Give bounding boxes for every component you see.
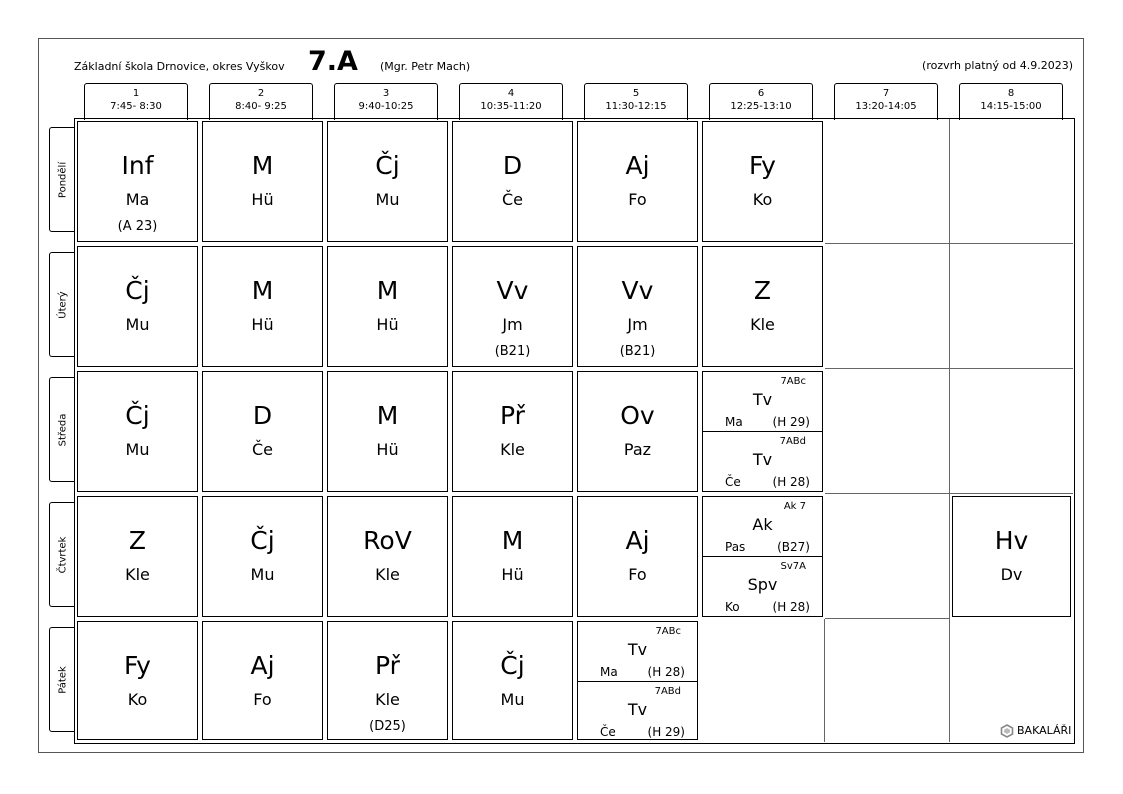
- class-teacher: (Mgr. Petr Mach): [380, 60, 471, 73]
- period-time: 11:30-12:15: [605, 101, 667, 112]
- lesson-subject: Fy: [749, 151, 776, 180]
- lesson-subject: D: [252, 401, 273, 430]
- timetable-cell: [575, 369, 700, 494]
- lesson-box: [577, 496, 698, 617]
- timetable-cell: [75, 494, 200, 619]
- lesson-box: [202, 621, 323, 740]
- lesson-teacher: Če: [251, 440, 273, 459]
- lesson-subject: RoV: [363, 526, 412, 555]
- timetable-cell: [950, 244, 1073, 369]
- group-lesson: [703, 372, 822, 432]
- day-tab: [49, 127, 75, 232]
- lesson-box: [452, 496, 573, 617]
- lesson-teacher: Če: [725, 475, 741, 489]
- day-tab: [49, 377, 75, 482]
- lesson-teacher: Pas: [725, 540, 746, 554]
- lesson-box: [77, 496, 198, 617]
- lesson-subject: Tv: [627, 700, 648, 719]
- timetable-cell: [200, 494, 325, 619]
- lesson-box: [452, 246, 573, 367]
- day-name: Pátek: [57, 665, 68, 694]
- lesson-teacher: Ko: [725, 600, 740, 614]
- lesson-group: Ak 7: [783, 501, 806, 512]
- lesson-box: [77, 121, 198, 242]
- period-number: 6: [757, 88, 765, 99]
- timetable-cell: [75, 244, 200, 369]
- lesson-subject: Vv: [621, 276, 654, 305]
- group-lesson: [703, 497, 822, 557]
- logo-text: BAKALÁŘI: [1017, 724, 1072, 737]
- lesson-subject: Z: [753, 276, 772, 305]
- period-number: 4: [507, 88, 515, 99]
- timetable-cell: [450, 369, 575, 494]
- lesson-subject: Př: [375, 651, 400, 680]
- lesson-subject: Fy: [124, 651, 151, 680]
- lesson-teacher: Fo: [628, 565, 647, 584]
- timetable-cell: [700, 494, 825, 619]
- timetable-cell: [825, 619, 950, 742]
- period-number: 8: [1007, 88, 1015, 99]
- lesson-box: [77, 246, 198, 367]
- lesson-room: (H 28): [647, 665, 685, 679]
- lesson-teacher: Hü: [251, 315, 274, 334]
- lesson-group: 7ABd: [779, 436, 806, 447]
- timetable-cell: [575, 119, 700, 244]
- lesson-subject: M: [376, 401, 399, 430]
- timetable-cell: [825, 244, 950, 369]
- timetable-cell: [325, 369, 450, 494]
- timetable-cell: [575, 619, 700, 742]
- lesson-teacher: Če: [501, 190, 523, 209]
- period-tab: [959, 83, 1063, 120]
- group-lesson: [703, 557, 822, 617]
- timetable-cell: [75, 619, 200, 742]
- lesson-box: [202, 371, 323, 492]
- lesson-box: [327, 496, 448, 617]
- period-number: 3: [382, 88, 390, 99]
- timetable-cell: [825, 369, 950, 494]
- lesson-teacher: Dv: [1000, 565, 1023, 584]
- period-tab: [834, 83, 938, 120]
- day-name: Středa: [57, 413, 68, 446]
- lesson-room: (H 28): [772, 475, 810, 489]
- timetable-cell: [325, 494, 450, 619]
- lesson-subject: Aj: [625, 151, 650, 180]
- lesson-teacher: Mu: [125, 440, 150, 459]
- lesson-teacher: Paz: [623, 440, 652, 459]
- validity-note: (rozvrh platný od 4.9.2023): [922, 59, 1073, 72]
- lesson-box: [202, 121, 323, 242]
- lesson-subject: Čj: [375, 151, 400, 180]
- period-number: 7: [882, 88, 890, 99]
- lesson-teacher: Mu: [500, 690, 525, 709]
- period-tab: [84, 83, 188, 120]
- lesson-room: (A 23): [117, 219, 158, 234]
- lesson-box: [702, 496, 823, 617]
- timetable-cell: [325, 244, 450, 369]
- lesson-teacher: Kle: [375, 565, 400, 584]
- timetable-cell: [700, 244, 825, 369]
- lesson-teacher: Ma: [125, 190, 150, 209]
- lesson-teacher: Fo: [628, 190, 647, 209]
- lesson-box: [952, 496, 1071, 617]
- bakalari-logo: [1000, 724, 1071, 738]
- lesson-group: 7ABd: [654, 686, 681, 697]
- lesson-subject: M: [251, 151, 274, 180]
- period-time: 9:40-10:25: [358, 101, 414, 112]
- lesson-box: [452, 621, 573, 740]
- lesson-box: [577, 371, 698, 492]
- timetable-cell: [950, 494, 1073, 619]
- lesson-teacher: Hü: [376, 440, 399, 459]
- period-time: 7:45- 8:30: [110, 101, 162, 112]
- lesson-teacher: Ko: [127, 690, 148, 709]
- lesson-box: [77, 621, 198, 740]
- lesson-teacher: Ma: [600, 665, 618, 679]
- lesson-subject: Čj: [500, 651, 525, 680]
- school-name: Základní škola Drnovice, okres Vyškov: [74, 60, 285, 73]
- day-tab: [49, 502, 75, 607]
- lesson-group: Sv7A: [780, 561, 806, 572]
- lesson-room: (B21): [619, 344, 656, 359]
- timetable-cell: [200, 619, 325, 742]
- timetable-cell: [825, 119, 950, 244]
- period-tab: [209, 83, 313, 120]
- lesson-room: (D25): [369, 719, 406, 734]
- lesson-box: [202, 246, 323, 367]
- lesson-room: (H 29): [647, 725, 685, 739]
- lesson-subject: Ov: [620, 401, 655, 430]
- lesson-box: [452, 371, 573, 492]
- lesson-room: (H 28): [772, 600, 810, 614]
- timetable-cell: [450, 119, 575, 244]
- lesson-box: [577, 121, 698, 242]
- timetable-cell: [450, 244, 575, 369]
- lesson-box: [702, 121, 823, 242]
- day-name: Úterý: [57, 290, 68, 319]
- group-lesson: [578, 622, 697, 682]
- lesson-subject: Vv: [496, 276, 529, 305]
- timetable-cell: [700, 369, 825, 494]
- timetable-cell: [325, 119, 450, 244]
- lesson-subject: Inf: [121, 151, 154, 180]
- lesson-teacher: Ko: [752, 190, 773, 209]
- timetable-cell: [325, 619, 450, 742]
- lesson-subject: Ak: [752, 515, 773, 534]
- lesson-group: 7ABc: [655, 626, 681, 637]
- lesson-subject: M: [501, 526, 524, 555]
- group-lesson: [703, 432, 822, 492]
- lesson-teacher: Mu: [125, 315, 150, 334]
- lesson-subject: Čj: [250, 526, 275, 555]
- period-number: 2: [257, 88, 265, 99]
- period-time: 12:25-13:10: [730, 101, 792, 112]
- timetable-cell: [75, 119, 200, 244]
- lesson-subject: Z: [128, 526, 147, 555]
- lesson-subject: Tv: [752, 390, 773, 409]
- lesson-subject: Čj: [125, 401, 150, 430]
- lesson-subject: D: [502, 151, 523, 180]
- lesson-teacher: Kle: [750, 315, 775, 334]
- period-tab: [334, 83, 438, 120]
- timetable-cell: [450, 494, 575, 619]
- timetable-cell: [575, 494, 700, 619]
- lesson-room: (H 29): [772, 415, 810, 429]
- lesson-box: [327, 621, 448, 740]
- lesson-subject: Tv: [627, 640, 648, 659]
- lesson-box: [327, 246, 448, 367]
- lesson-box: [327, 121, 448, 242]
- lesson-teacher: Če: [600, 725, 616, 739]
- lesson-subject: Čj: [125, 276, 150, 305]
- lesson-subject: Aj: [250, 651, 275, 680]
- period-number: 1: [132, 88, 140, 99]
- lesson-teacher: Mu: [250, 565, 275, 584]
- timetable-cell: [200, 119, 325, 244]
- timetable-cell: [200, 244, 325, 369]
- group-lesson: [578, 682, 697, 742]
- timetable-cell: [450, 619, 575, 742]
- lesson-box: [77, 371, 198, 492]
- timetable-grid: [74, 118, 1075, 744]
- period-time: 14:15-15:00: [980, 101, 1042, 112]
- lesson-teacher: Ma: [725, 415, 743, 429]
- lesson-teacher: Mu: [375, 190, 400, 209]
- lesson-subject: M: [251, 276, 274, 305]
- lesson-teacher: Jm: [502, 315, 523, 334]
- lesson-teacher: Kle: [375, 690, 400, 709]
- lesson-box: [702, 246, 823, 367]
- lesson-teacher: Hü: [376, 315, 399, 334]
- period-tab: [709, 83, 813, 120]
- lesson-teacher: Kle: [500, 440, 525, 459]
- day-tab: [49, 252, 75, 357]
- lesson-subject: Př: [500, 401, 525, 430]
- timetable-cell: [575, 244, 700, 369]
- lesson-box: [202, 496, 323, 617]
- lesson-teacher: Kle: [125, 565, 150, 584]
- lesson-box: [702, 371, 823, 492]
- lesson-box: [577, 621, 698, 740]
- bakalari-logo-icon: [1000, 724, 1014, 738]
- lesson-box: [452, 121, 573, 242]
- lesson-room: (B27): [777, 540, 810, 554]
- period-number: 5: [632, 88, 640, 99]
- day-name: Čtvrtek: [57, 536, 68, 573]
- timetable-cell: [700, 119, 825, 244]
- lesson-teacher: Jm: [627, 315, 648, 334]
- lesson-subject: Hv: [994, 526, 1029, 555]
- timetable-cell: [950, 369, 1073, 494]
- period-time: 10:35-11:20: [480, 101, 542, 112]
- lesson-box: [577, 246, 698, 367]
- timetable-cell: [950, 119, 1073, 244]
- timetable-cell: [200, 369, 325, 494]
- day-tab: [49, 627, 75, 732]
- lesson-box: [327, 371, 448, 492]
- lesson-subject: M: [376, 276, 399, 305]
- lesson-subject: Tv: [752, 450, 773, 469]
- lesson-room: (B21): [494, 344, 531, 359]
- class-name: 7.A: [308, 46, 358, 77]
- lesson-subject: Aj: [625, 526, 650, 555]
- lesson-teacher: Fo: [253, 690, 272, 709]
- day-name: Pondělí: [57, 161, 68, 198]
- lesson-teacher: Hü: [501, 565, 524, 584]
- lesson-group: 7ABc: [780, 376, 806, 387]
- timetable-cell: [75, 369, 200, 494]
- timetable-cell: [825, 494, 950, 619]
- timetable-cell: [700, 619, 825, 742]
- period-tab: [459, 83, 563, 120]
- lesson-teacher: Hü: [251, 190, 274, 209]
- period-time: 13:20-14:05: [855, 101, 917, 112]
- lesson-subject: Spv: [747, 575, 778, 594]
- period-tab: [584, 83, 688, 120]
- period-time: 8:40- 9:25: [235, 101, 287, 112]
